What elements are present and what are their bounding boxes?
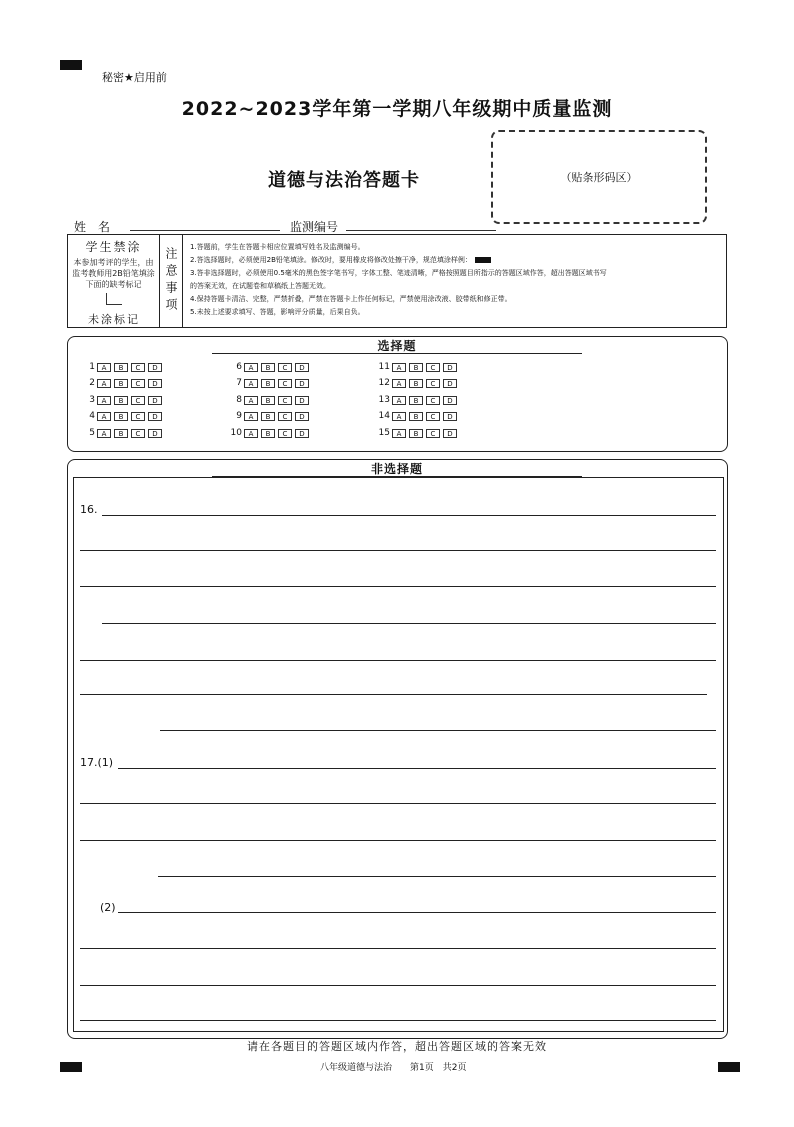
option-bubble[interactable]: D	[443, 379, 457, 388]
corner-mark-top-left	[60, 60, 82, 70]
option-bubble[interactable]: C	[278, 429, 292, 438]
question-number: 11	[378, 362, 390, 372]
answer-line[interactable]	[80, 803, 716, 804]
choice-question	[227, 428, 312, 438]
option-bubble[interactable]: D	[295, 412, 309, 421]
option-bubble[interactable]: C	[131, 412, 145, 421]
option-bubble[interactable]: B	[261, 379, 275, 388]
notice-box	[67, 234, 727, 328]
question-number: 2	[89, 378, 95, 388]
option-bubble[interactable]: A	[244, 429, 258, 438]
exam-id-field[interactable]	[346, 217, 496, 231]
answer-line[interactable]	[158, 876, 716, 877]
answer-line[interactable]	[102, 515, 716, 516]
choice-question	[80, 411, 165, 421]
choice-question	[375, 395, 460, 405]
question-number: 13	[378, 395, 390, 405]
option-bubble[interactable]: A	[97, 363, 111, 372]
corner-mark-bottom-left	[60, 1062, 82, 1072]
option-bubble[interactable]: A	[244, 363, 258, 372]
question-number: 9	[236, 411, 242, 421]
question-number: 6	[236, 362, 242, 372]
secret-label: 秘密★启用前	[102, 71, 167, 84]
option-bubble[interactable]: B	[114, 396, 128, 405]
card-title: 道德与法治答题卡	[268, 170, 420, 191]
footer-warning: 请在各题目的答题区域内作答，超出答题区域的答案无效	[247, 1040, 547, 1053]
option-bubble[interactable]: B	[114, 363, 128, 372]
option-bubble[interactable]: D	[443, 363, 457, 372]
option-bubble[interactable]: C	[426, 396, 440, 405]
note-item: 的答案无效，在试题卷和草稿纸上答题无效。	[190, 282, 330, 290]
question-16-label: 16.	[80, 503, 98, 516]
option-bubble[interactable]: A	[392, 396, 406, 405]
forbidden-title: 学生禁涂	[85, 240, 142, 254]
option-bubble[interactable]: C	[278, 363, 292, 372]
choice-question	[375, 411, 460, 421]
option-bubble[interactable]: B	[409, 412, 423, 421]
barcode-label: （贴条形码区）	[560, 171, 638, 184]
question-number: 15	[378, 428, 390, 438]
fill-sample-icon	[475, 257, 491, 263]
option-bubble[interactable]: A	[392, 412, 406, 421]
option-bubble[interactable]: C	[131, 429, 145, 438]
option-bubble[interactable]: A	[392, 379, 406, 388]
question-number: 14	[378, 411, 390, 421]
option-bubble[interactable]: B	[261, 363, 275, 372]
option-bubble[interactable]: C	[426, 412, 440, 421]
option-bubble[interactable]: D	[295, 379, 309, 388]
option-bubble[interactable]: C	[278, 396, 292, 405]
option-bubble[interactable]: A	[244, 396, 258, 405]
open-title-bar	[212, 459, 582, 477]
note-item: 4.保持答题卡清洁、完整，严禁折叠，严禁在答题卡上作任何标记，严禁使用涂改液、胶带纸和修正带。	[190, 295, 512, 303]
answer-line[interactable]	[80, 694, 707, 695]
option-bubble[interactable]: C	[426, 429, 440, 438]
option-bubble[interactable]: A	[97, 379, 111, 388]
option-bubble[interactable]: D	[295, 396, 309, 405]
question-number: 3	[89, 395, 95, 405]
option-bubble[interactable]: B	[409, 396, 423, 405]
option-bubble[interactable]: D	[148, 429, 162, 438]
note-item: 2.答选择题时，必须使用2B铅笔填涂。修改时，要用橡皮将修改处擦干净，规范填涂样例：	[190, 254, 722, 267]
option-bubble[interactable]: C	[278, 412, 292, 421]
absent-mark-label: 未涂标记	[88, 313, 140, 326]
option-bubble[interactable]: C	[131, 379, 145, 388]
option-bubble[interactable]: B	[261, 412, 275, 421]
option-bubble[interactable]: A	[392, 363, 406, 372]
option-bubble[interactable]: B	[114, 429, 128, 438]
option-bubble[interactable]: B	[409, 363, 423, 372]
option-bubble[interactable]: D	[148, 379, 162, 388]
option-bubble[interactable]: B	[114, 379, 128, 388]
choice-question	[375, 428, 460, 438]
note-item: 5.未按上述要求填写、答题，影响评分质量，后果自负。	[190, 308, 365, 316]
question-number: 7	[236, 378, 242, 388]
choice-section-title: 选择题	[377, 339, 417, 353]
choice-question	[375, 378, 460, 388]
option-bubble[interactable]: A	[244, 379, 258, 388]
question-number: 10	[230, 428, 242, 438]
note-item: 3.答非选择题时，必须使用0.5毫米的黑色签字笔书写，字体工整、笔迹清晰，严格按照题目所指示的答题区域作答，超出答题区域书写	[190, 269, 607, 277]
barcode-area	[491, 130, 707, 224]
answer-line[interactable]	[80, 586, 716, 587]
name-label: 姓 名	[74, 220, 111, 234]
option-bubble[interactable]: C	[131, 363, 145, 372]
answer-line[interactable]	[160, 730, 716, 731]
exam-title: 2022~2023学年第一学期八年级期中质量监测	[181, 98, 613, 120]
choice-question	[80, 395, 165, 405]
answer-line[interactable]	[80, 550, 716, 551]
question-17-2-label: (2)	[100, 901, 116, 914]
option-bubble[interactable]: B	[409, 379, 423, 388]
option-bubble[interactable]: D	[148, 396, 162, 405]
forbidden-block	[68, 235, 160, 327]
question-17-1-label: 17.(1)	[80, 756, 114, 769]
option-bubble[interactable]: B	[261, 429, 275, 438]
option-bubble[interactable]: D	[443, 396, 457, 405]
option-bubble[interactable]: B	[114, 412, 128, 421]
option-bubble[interactable]: B	[409, 429, 423, 438]
open-section-title: 非选择题	[370, 462, 423, 476]
option-bubble[interactable]: D	[443, 412, 457, 421]
option-bubble[interactable]: C	[278, 379, 292, 388]
option-bubble[interactable]: D	[148, 363, 162, 372]
question-number: 1	[89, 362, 95, 372]
absent-mark-box[interactable]	[106, 293, 122, 305]
answer-line[interactable]	[118, 768, 716, 769]
question-number: 5	[89, 428, 95, 438]
option-bubble[interactable]: C	[426, 379, 440, 388]
choice-question	[80, 378, 165, 388]
note-item: 1.答题前，学生在答题卡相应位置填写姓名及监测编号。	[190, 243, 365, 251]
notes-list	[190, 241, 722, 319]
choice-question	[80, 428, 165, 438]
corner-mark-bottom-right	[718, 1062, 740, 1072]
option-bubble[interactable]: D	[295, 363, 309, 372]
choice-question	[227, 362, 312, 372]
option-bubble[interactable]: C	[131, 396, 145, 405]
question-number: 4	[89, 411, 95, 421]
option-bubble[interactable]: D	[148, 412, 162, 421]
option-bubble[interactable]: D	[295, 429, 309, 438]
forbidden-text: 本参加考评的学生，由监考教师用2B铅笔填涂下面的缺考标记	[72, 258, 155, 289]
answer-line[interactable]	[80, 660, 716, 661]
choice-question	[80, 362, 165, 372]
choice-title-bar	[212, 336, 582, 354]
answer-line[interactable]	[80, 1020, 716, 1021]
name-field[interactable]	[130, 217, 280, 231]
choice-question	[375, 362, 460, 372]
answer-line[interactable]	[102, 623, 716, 624]
option-bubble[interactable]: A	[97, 429, 111, 438]
question-number: 12	[378, 378, 390, 388]
choice-question	[227, 378, 312, 388]
option-bubble[interactable]: C	[426, 363, 440, 372]
answer-line[interactable]	[80, 840, 716, 841]
answer-line[interactable]	[118, 912, 716, 913]
answer-line[interactable]	[80, 985, 716, 986]
notes-label: 注意事项	[161, 235, 183, 327]
option-bubble[interactable]: D	[443, 429, 457, 438]
question-number: 8	[236, 395, 242, 405]
option-bubble[interactable]: A	[97, 396, 111, 405]
exam-id-label: 监测编号	[290, 220, 339, 234]
option-bubble[interactable]: A	[97, 412, 111, 421]
page-info: 八年级道德与法治 第1页 共2页	[320, 1063, 467, 1073]
option-bubble[interactable]: A	[244, 412, 258, 421]
option-bubble[interactable]: A	[392, 429, 406, 438]
choice-question	[227, 411, 312, 421]
answer-line[interactable]	[80, 948, 716, 949]
option-bubble[interactable]: B	[261, 396, 275, 405]
choice-question	[227, 395, 312, 405]
